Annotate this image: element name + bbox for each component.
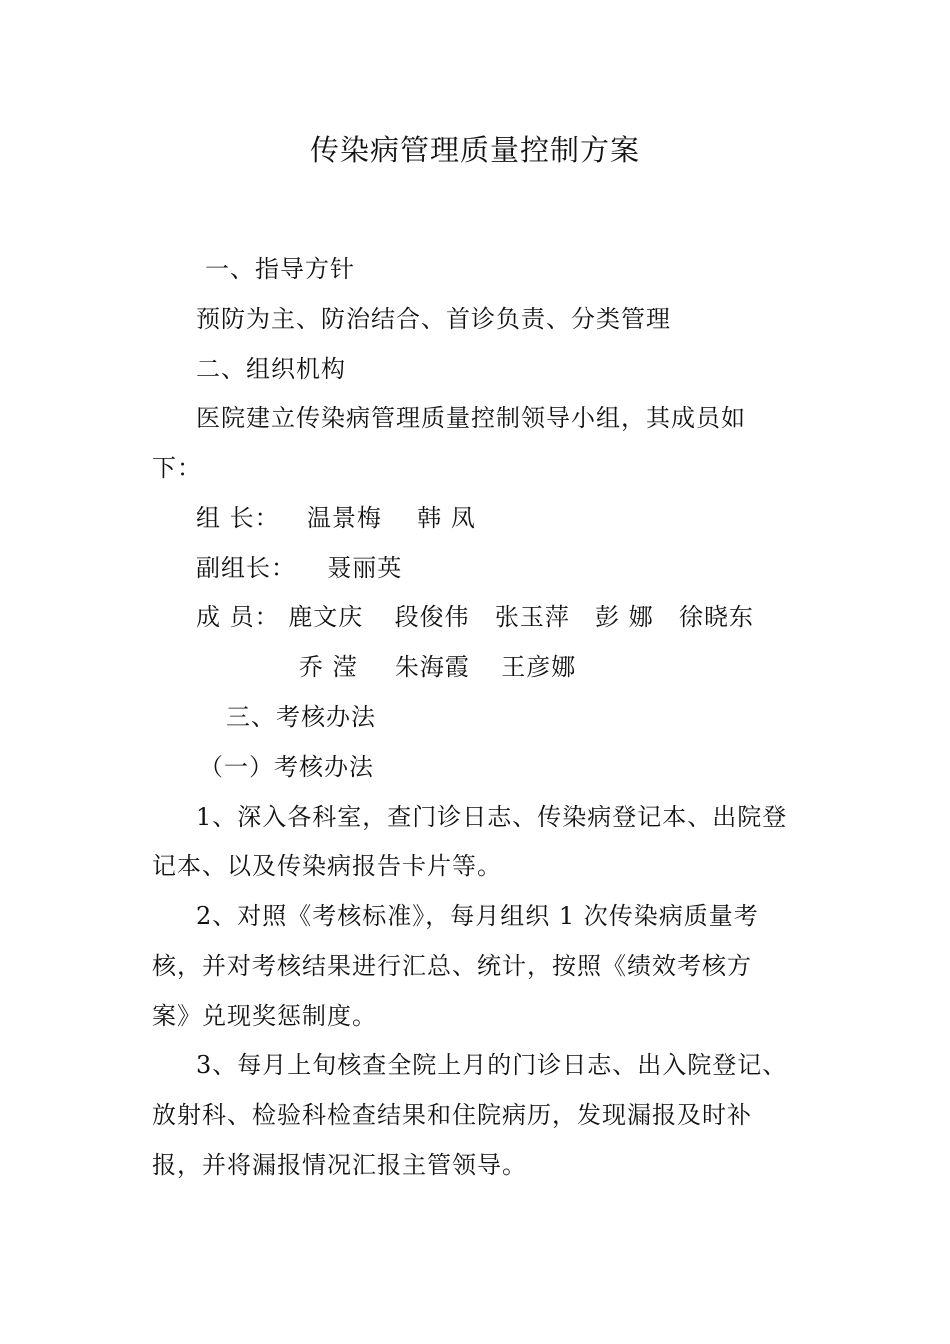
- member-name: 朱海霞: [394, 653, 470, 681]
- member-name: 彭 娜: [595, 603, 654, 631]
- deputy-name: 聂丽英: [327, 554, 403, 582]
- item-3-line: 放射科、检验科检查结果和住院病历，发现漏报及时补: [152, 1101, 752, 1129]
- organization-heading: 二、组织机构: [196, 355, 346, 383]
- organization-intro-line-2: 下：: [152, 454, 202, 482]
- leader-name: 韩 凤: [417, 504, 476, 532]
- assessment-heading: 三、考核办法: [226, 703, 376, 731]
- member-name: 鹿文庆: [288, 603, 364, 631]
- member-name: 乔 滢: [299, 653, 358, 681]
- leader-row: [196, 503, 476, 533]
- item-3-line: 报，并将漏报情况汇报主管领导。: [152, 1151, 527, 1179]
- item-2-line: 案》兑现奖惩制度。: [152, 1002, 377, 1030]
- leader-label: 组 长：: [196, 504, 280, 532]
- member-name: 段俊伟: [394, 603, 470, 631]
- member-name: 徐晓东: [679, 603, 755, 631]
- item-3-line: 3、每月上旬核查全院上月的门诊日志、出入院登记、: [196, 1051, 788, 1079]
- members-row: [196, 602, 754, 632]
- item-2-line: 2、对照《考核标准》，每月组织 1 次传染病质量考: [196, 902, 759, 930]
- deputy-label: 副组长：: [196, 554, 296, 582]
- deputy-leader-row: [196, 553, 402, 583]
- members-label: 成 员：: [196, 603, 280, 631]
- assessment-subheading: （一）考核办法: [199, 753, 374, 781]
- guideline-text: 预防为主、防治结合、首诊负责、分类管理: [196, 305, 671, 333]
- member-name: 张玉萍: [494, 603, 570, 631]
- item-1-line: 1、深入各科室，查门诊日志、传染病登记本、出院登: [196, 803, 788, 831]
- members-row: [299, 652, 576, 682]
- leader-name: 温景梅: [306, 504, 382, 532]
- item-1-line: 记本、以及传染病报告卡片等。: [152, 852, 502, 880]
- item-2-line: 核，并对考核结果进行汇总、统计，按照《绩效考核方: [152, 952, 752, 980]
- organization-intro-line-1: 医院建立传染病管理质量控制领导小组，其成员如: [196, 404, 746, 432]
- document-title: 传染病管理质量控制方案: [309, 133, 640, 167]
- guideline-heading: 一、指导方针: [205, 255, 355, 283]
- member-name: 王彦娜: [501, 653, 577, 681]
